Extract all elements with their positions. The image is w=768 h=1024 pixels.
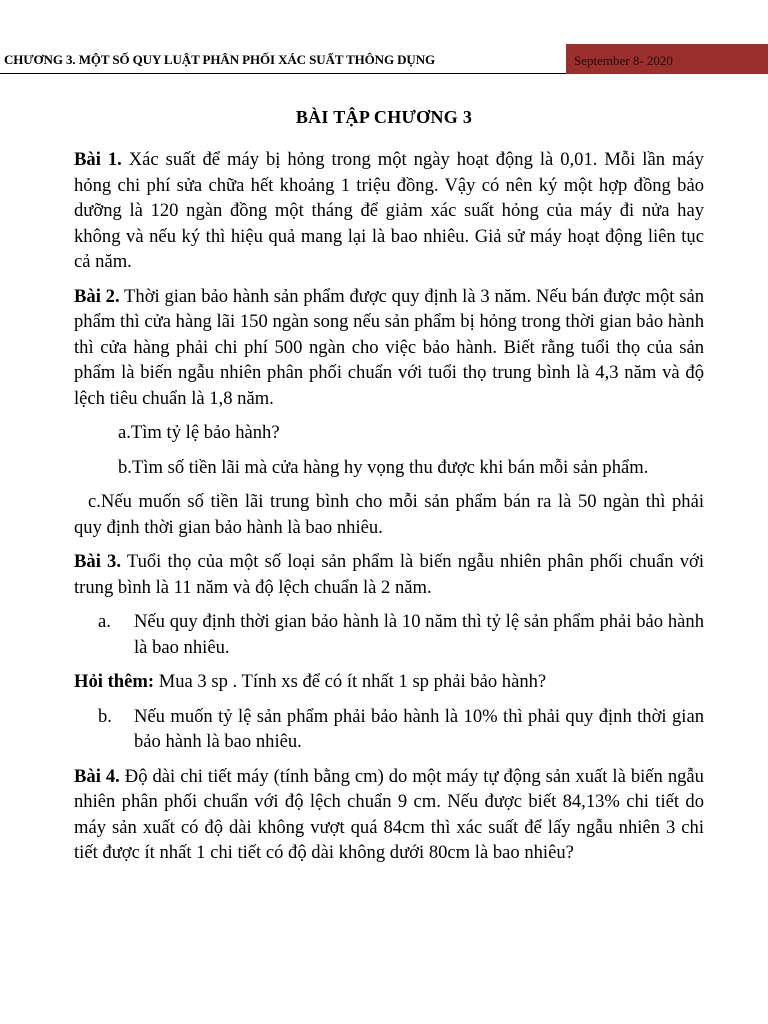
problem-3-extra-label: Hỏi thêm: [74, 671, 155, 692]
document-title: BÀI TẬP CHƯƠNG 3 [295, 107, 473, 127]
problem-3-part-a-marker: a. [98, 611, 111, 632]
header-date: September 8- 2020 [574, 53, 673, 68]
problem-1-text: Xác suất để máy bị hỏng trong một ngày hoạt động là 0,01. Mỗi lần máy hỏng chi phí sửa chữa hết khoảng 1 triệu đồng. Vậy có nên ký một hợp đồng bảo dưỡng là 120 ngàn đồng một tháng để giảm xác suất hỏng của máy đi nửa hay không và nếu ký thì hiệu quả mang lại là bao nhiêu. Giả sử máy hoạt động liên tục cả năm. [74, 149, 704, 272]
problem-2-part-a: a.Tìm tỷ lệ bảo hành? [118, 422, 280, 443]
problem-3-part-b-marker: b. [98, 705, 112, 727]
problem-2-label: Bài 2. [74, 285, 120, 307]
problem-3-label: Bài 3. [74, 551, 122, 572]
problem-3-extra [74, 669, 704, 695]
problem-2-part-b: b.Tìm số tiền lãi mà cửa hàng hy vọng thu được khi bán mỗi sản phẩm. [118, 456, 649, 478]
problem-3 [74, 549, 704, 600]
problem-3-part-a-text: Nếu quy định thời gian bảo hành là 10 năm thì tỷ lệ sản phẩm phải bảo hành là bao nhiêu. [134, 611, 704, 658]
problem-3-part-b [74, 704, 704, 755]
chapter-title: CHƯƠNG 3. MỘT SỐ QUY LUẬT PHÂN PHỐI XÁC SUẤT THÔNG DỤNG [4, 52, 436, 67]
problem-4-text: Độ dài chi tiết máy (tính bằng cm) do một máy tự động sản xuất là biến ngẫu nhiên phân phối chuẩn với độ lệch chuẩn 9 cm. Nếu được biết 84,13% chi tiết do máy sản xuất có độ dài không vượt quá 84cm thì xác suất để lấy ngẫu nhiên 3 chi tiết được ít nhất 1 chi tiết có độ dài không dưới 80cm là bao nhiêu? [74, 765, 704, 863]
problem-3-part-b-text: Nếu muốn tỷ lệ sản phẩm phải bảo hành là 10% thì phải quy định thời gian bảo hành là bao nhiêu. [134, 705, 704, 752]
problem-4-label: Bài 4. [74, 765, 120, 787]
problem-3-text: Tuổi thọ của một số loại sản phẩm là biến ngẫu nhiên phân phối chuẩn với trung bình là 11 năm và độ lệch chuẩn là 2 năm. [74, 551, 704, 598]
exercise-list [74, 147, 704, 866]
problem-4 [74, 764, 704, 866]
date-banner [566, 44, 768, 74]
page-header [0, 0, 768, 74]
problem-2-text: Thời gian bảo hành sản phẩm được quy định là 3 năm. Nếu bán được một sản phẩm thì cửa hàng lãi 150 ngàn song nếu sản phẩm bị hỏng trong thời gian bảo hành thì cửa hàng phải chi phí 500 ngàn cho việc bảo hành. Biết rằng tuổi thọ của sản phẩm là biến ngẫu nhiên phân phối chuẩn với tuổi thọ trung bình là 4,3 năm và độ lệch tiêu chuẩn là 1,8 năm. [74, 285, 704, 409]
problem-1-label: Bài 1. [74, 149, 122, 170]
problem-2 [74, 284, 704, 412]
problem-3-extra-text: Mua 3 sp . Tính xs để có ít nhất 1 sp phải bảo hành? [154, 671, 547, 692]
problem-3-part-a [74, 609, 704, 660]
problem-1 [74, 147, 704, 275]
problem-2-part-c: c.Nếu muốn số tiền lãi trung bình cho mỗi sản phẩm bán ra là 50 ngàn thì phải quy định thời gian bảo hành là bao nhiêu. [74, 491, 704, 538]
header-divider [0, 73, 566, 74]
